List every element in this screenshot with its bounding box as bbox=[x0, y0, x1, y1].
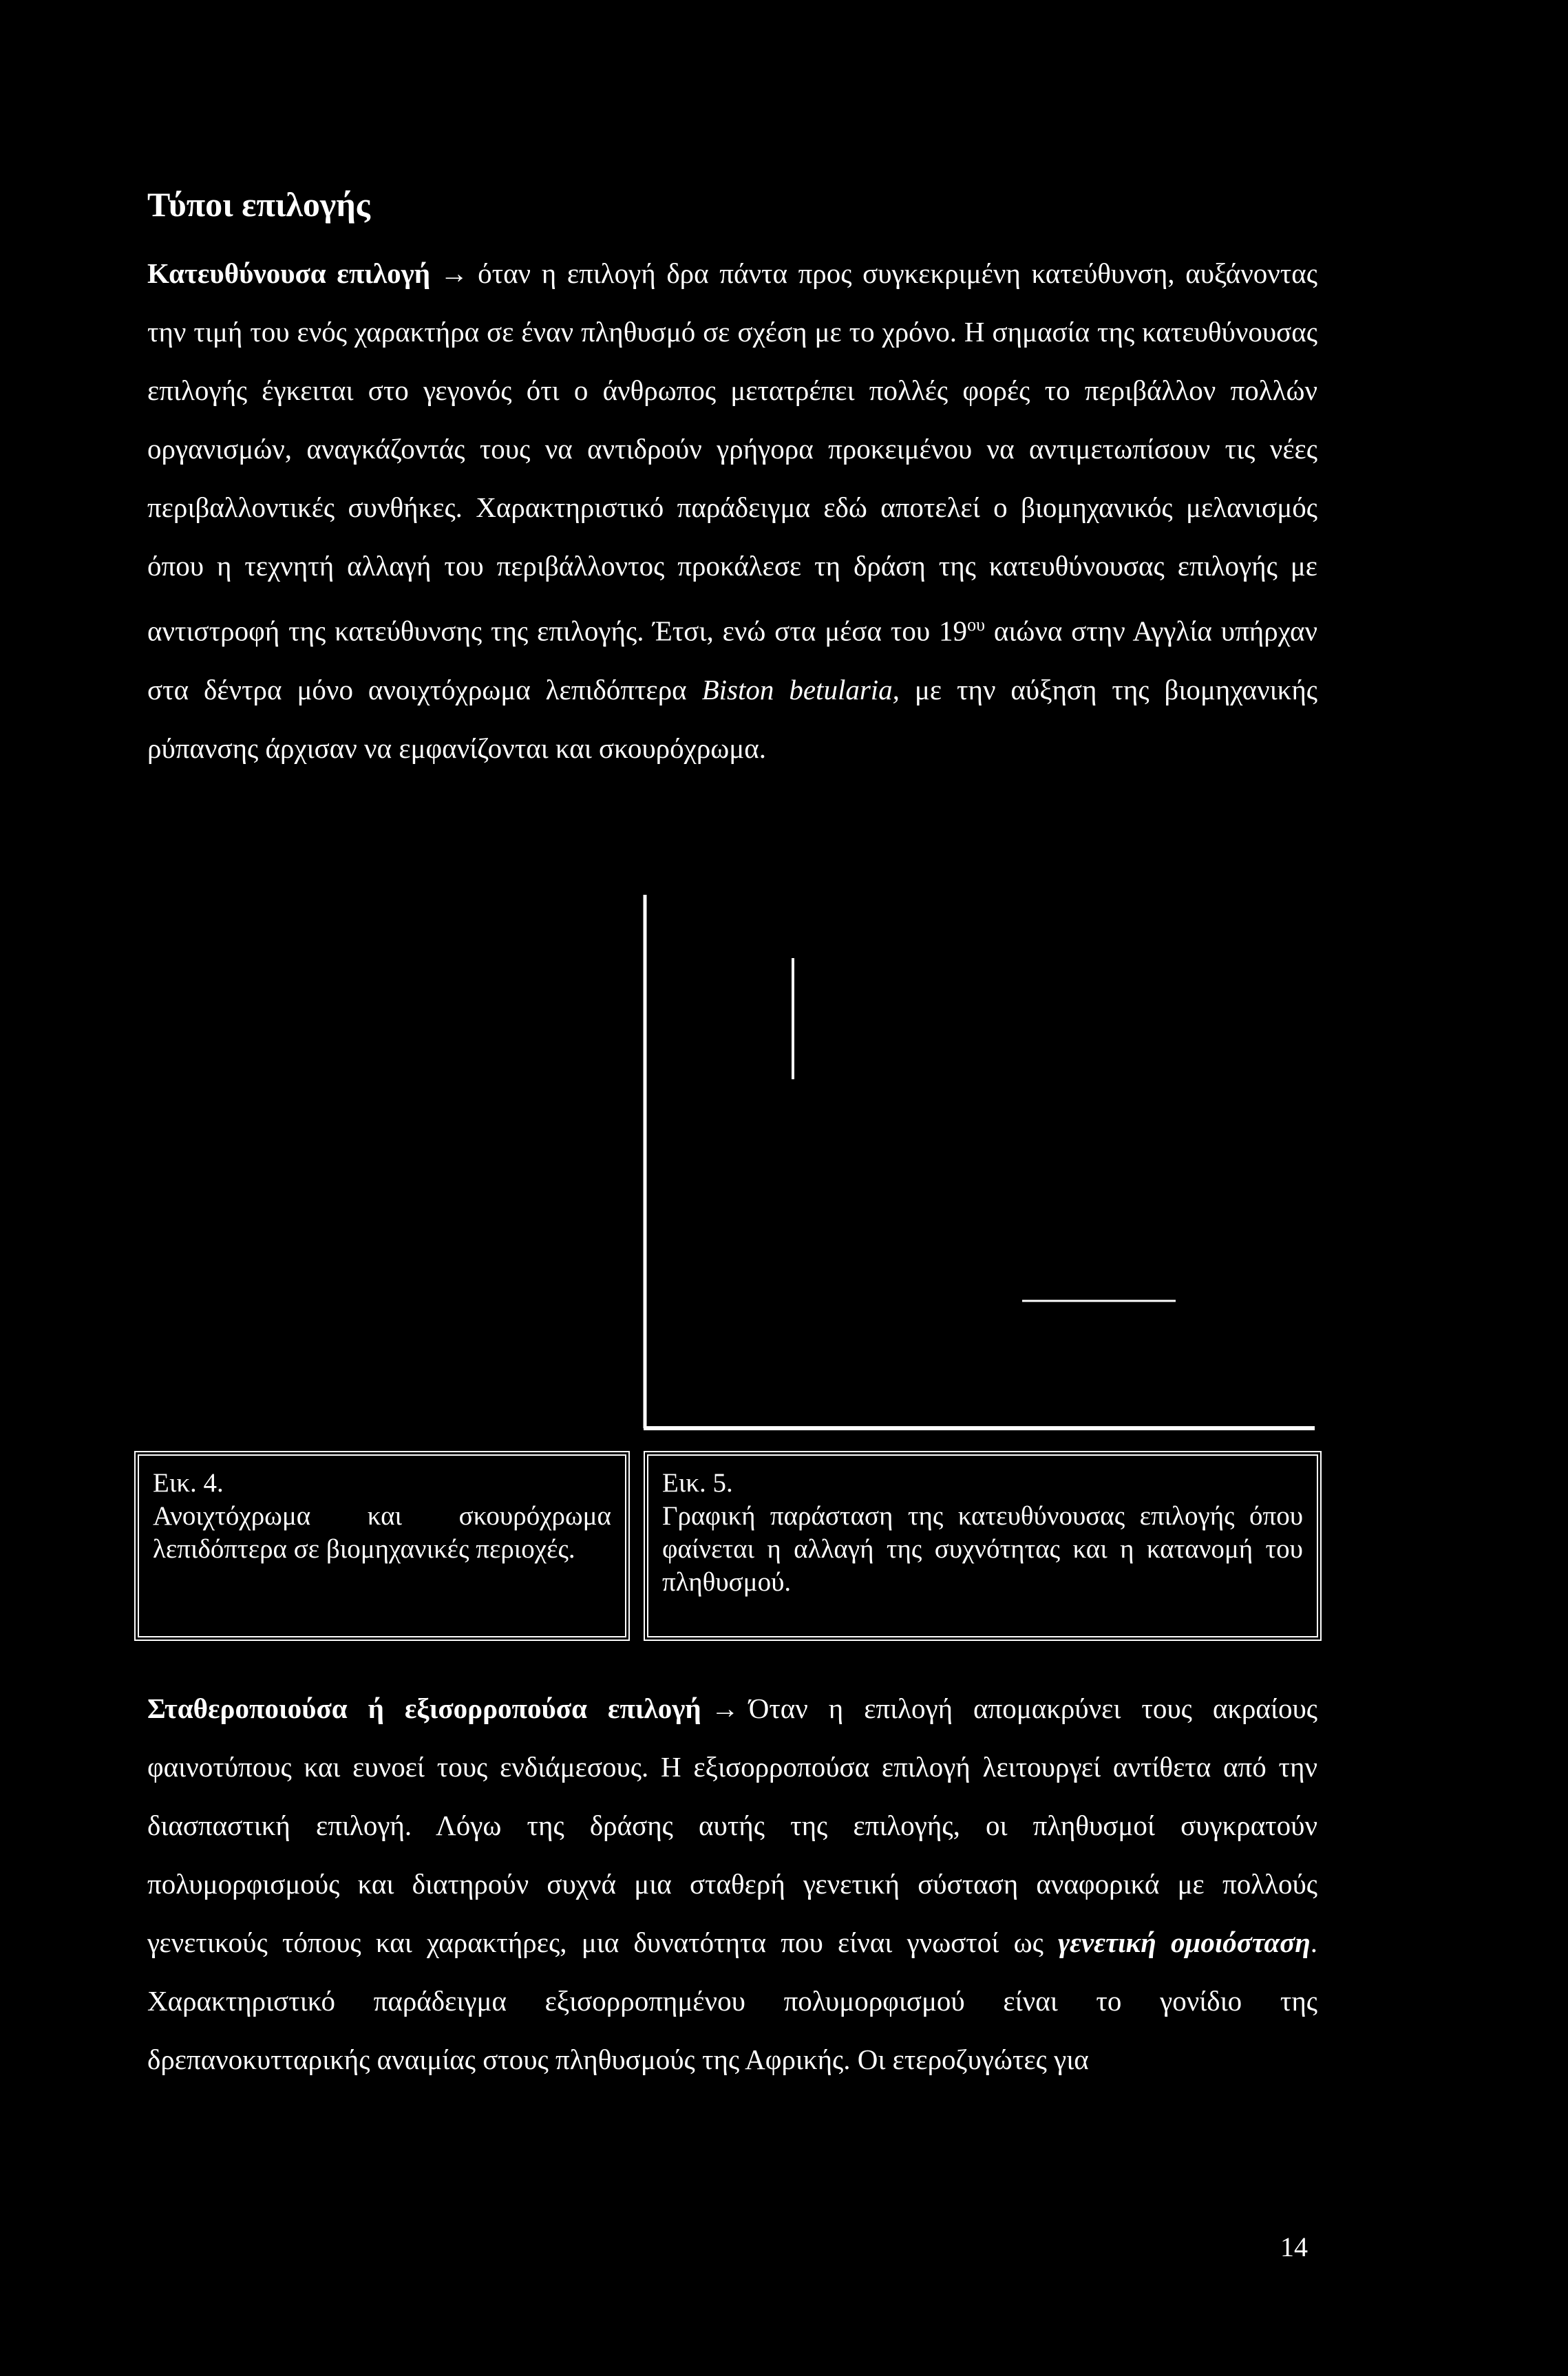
paragraph1-text-c: με την αύξηση της βιομηχανικής ρύπανσης άρχισαν να εμφανίζονται και σκουρόχρωμα. bbox=[147, 673, 1318, 764]
superscript-ou: ου bbox=[967, 615, 985, 635]
figure4-caption bbox=[134, 1451, 630, 1641]
species-name: Biston betularia, bbox=[701, 673, 900, 706]
figure5-caption bbox=[644, 1451, 1322, 1641]
term-stabilizing-selection: Σταθεροποιούσα ή εξισορροπούσα επιλογή bbox=[147, 1693, 701, 1724]
figure4-text: Ανοιχτόχρωμα και σκουρόχρωμα λεπιδόπτερα σε βιομηχανικές περιοχές. bbox=[153, 1501, 611, 1564]
arrow-icon: → bbox=[710, 1693, 739, 1724]
term-genetic-homeostasis: γενετική ομοιόσταση bbox=[1058, 1927, 1311, 1958]
section-title: Τύποι επιλογής bbox=[147, 185, 370, 224]
arrow-icon: → bbox=[440, 257, 469, 289]
figure5-graph bbox=[640, 895, 1315, 1445]
term-directional-selection: Κατευθύνουσα επιλογή bbox=[147, 257, 431, 289]
page-number: 14 bbox=[1280, 2231, 1308, 2262]
paragraph1-text-b: αιώνα στην Αγγλία υπήρχαν στα δέντρα μόνο ανοιχτόχρωμα λεπιδόπτερα bbox=[147, 615, 1317, 706]
paragraph1-text-a: όταν η επιλογή δρα πάντα προς συγκεκριμένη κατεύθυνση, αυξάνοντας την τιμή του ενός χαρακτήρα σε έναν πληθυσμό σε σχέση με το χρόνο. Η σημασία της κατευθύνουσας επιλογής έγκειται στο γεγονός ότι ο άνθρωπος μετατρέπει πολλές φορές το περιβάλλον πολλών οργανισμών, αναγκάζοντάς τους να αντιδρούν γρήγορα προκειμένου να αντιμετωπίσουν τις νέες περιβαλλοντικές συνθήκες. Χαρακτηριστικό παράδειγμα εδώ αποτελεί ο βιομηχανικός μελανισμός όπου η τεχνητή αλλαγή του περιβάλλοντος προκάλεσε τη δράση της κατευθύνουσας επιλογής με αντιστροφή της κατεύθυνσης της επιλογής. Έτσι, ενώ στα μέσα του 19 bbox=[147, 257, 1317, 647]
paragraph-stabilizing-selection bbox=[147, 1679, 1317, 2089]
paragraph2-text-a: Όταν η επιλογή απομακρύνει τους ακραίους φαινοτύπους και ευνοεί τους ενδιάμεσους. Η εξισορροπούσα επιλογή λειτουργεί αντίθετα από την διασπαστική επιλογή. Λόγω της δράσης αυτής της επιλογής, οι πληθυσμοί συγκρατούν πολυμορφισμούς και διατηρούν συχνά μια σταθερή γενετική σύσταση αναφορικά με πολλούς γενετικούς τόπους και χαρακτήρες, μια δυνατότητα που είναι γνωστοί ως bbox=[147, 1693, 1317, 1958]
figure4-label: Εικ. 4. bbox=[153, 1468, 224, 1498]
figure5-label: Εικ. 5. bbox=[662, 1468, 733, 1498]
figure5-text: Γραφική παράσταση της κατευθύνουσας επιλογής όπου φαίνεται η αλλαγή της συχνότητας και η κατανομή του πληθυσμού. bbox=[662, 1501, 1303, 1597]
paragraph-directional-selection bbox=[147, 244, 1317, 778]
paragraph2-text-b: . Χαρακτηριστικό παράδειγμα εξισορροπημένου πολυμορφισμού είναι το γονίδιο της δρεπανοκυτταρικής αναιμίας στους πληθυσμούς της Αφρικής. Οι ετεροζυγώτες για bbox=[147, 1927, 1317, 2075]
